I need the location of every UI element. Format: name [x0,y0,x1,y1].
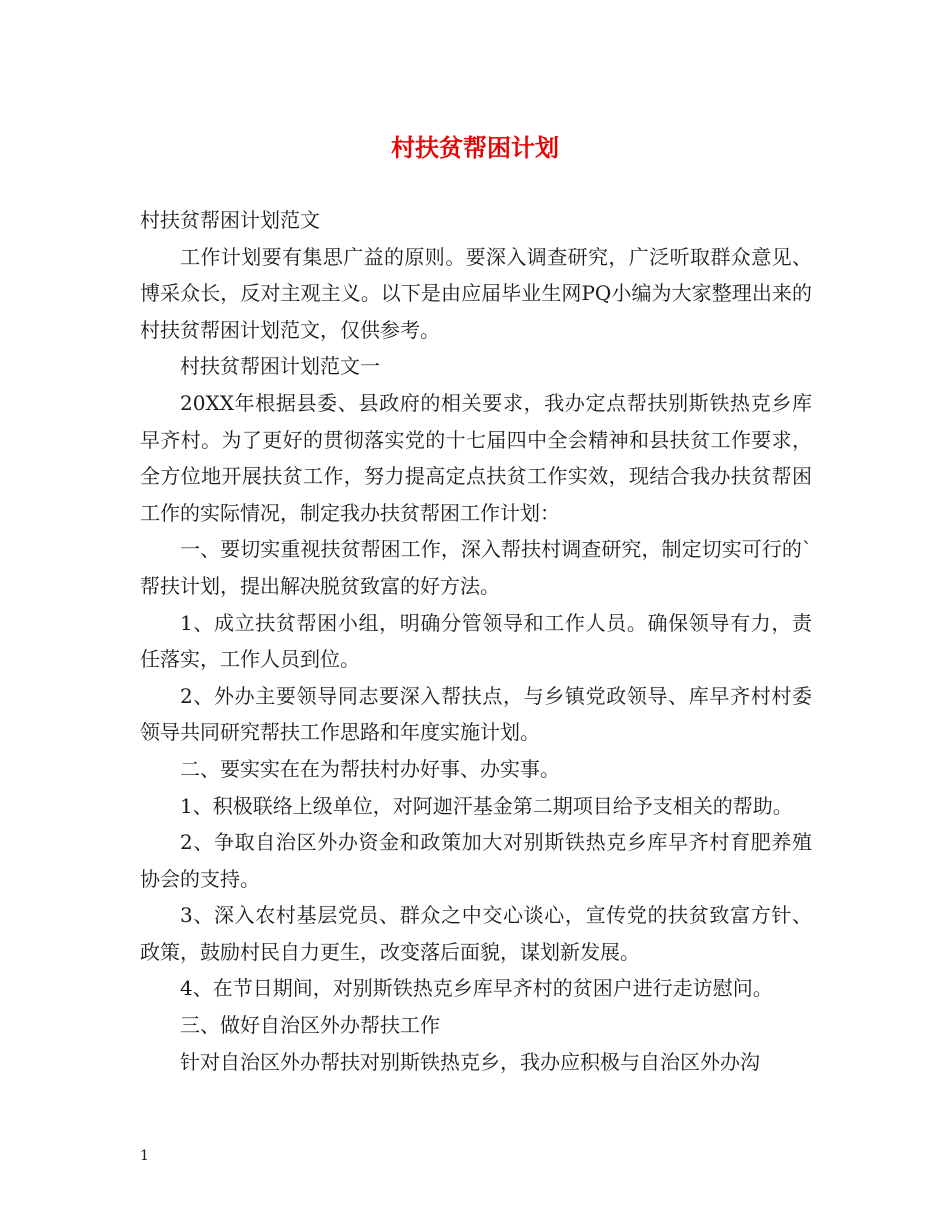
paragraph: 20XX年根据县委、县政府的相关要求，我办定点帮扶别斯铁热克乡库早齐村。为了更好的贯彻落实党的十七届四中全会精神和县扶贫工作要求，全方位地开展扶贫工作，努力提高定点扶贫工作实效，现结合我办扶贫帮困工作的实际情况，制定我办扶贫帮困工作计划： [140,390,812,525]
paragraph: 二、要实实在在为帮扶村办好事、办实事。 [180,756,560,781]
page-number: 1 [140,1148,149,1164]
paragraph: 2、外办主要领导同志要深入帮扶点，与乡镇党政领导、库早齐村村委领导共同研究帮扶工作思路和年度实施计划。 [140,683,812,745]
document-body [140,202,812,1080]
paragraph: 针对自治区外办帮扶对别斯铁热克乡，我办应积极与自治区外办沟 [180,1049,760,1074]
paragraph: 4、在节日期间，对别斯铁热克乡库早齐村的贫困户进行走访慰问。 [180,976,773,1001]
document-heading: 村扶贫帮困计划范文 [140,208,320,232]
paragraph: 工作计划要有集思广益的原则。要深入调查研究，广泛听取群众意见、博采众长，反对主观主义。以下是由应届毕业生网PQ小编为大家整理出来的村扶贫帮困计划范文，仅供参考。 [140,244,812,342]
paragraph: 三、做好自治区外办帮扶工作 [180,1013,440,1038]
paragraph: 2、争取自治区外办资金和政策加大对别斯铁热克乡库早齐村育肥养殖协会的支持。 [140,830,812,891]
paragraph: 1、成立扶贫帮困小组，明确分管领导和工作人员。确保领导有力，责任落实，工作人员到位。 [140,610,812,672]
paragraph: 3、深入农村基层党员、群众之中交心谈心，宣传党的扶贫致富方针、政策，鼓励村民自力更生，改变落后面貌，谋划新发展。 [140,903,812,964]
paragraph: 一、要切实重视扶贫帮困工作，深入帮扶村调查研究，制定切实可行的`帮扶计划，提出解决脱贫致富的好方法。 [140,537,812,598]
paragraph: 村扶贫帮困计划范文一 [180,354,380,379]
paragraph: 1、积极联络上级单位，对阿迦汗基金第二期项目给予支相关的帮助。 [180,793,793,818]
document-title: 村扶贫帮困计划 [391,133,559,162]
